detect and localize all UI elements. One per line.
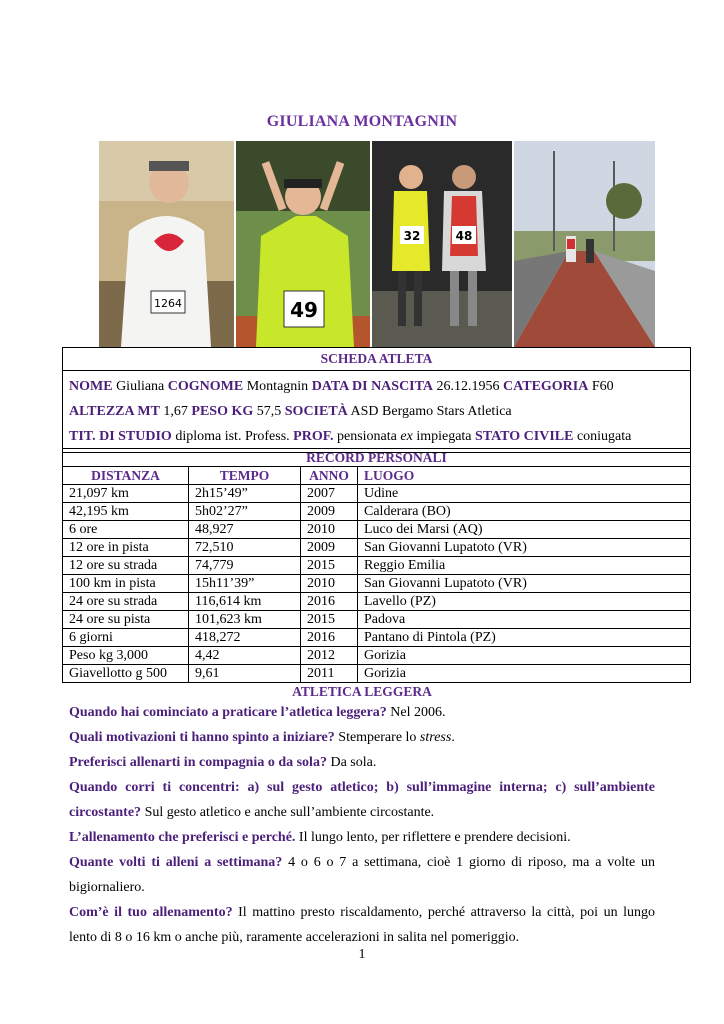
record-anno: 2015 bbox=[301, 611, 358, 629]
record-luogo: Gorizia bbox=[358, 665, 691, 683]
col-luogo: LUOGO bbox=[358, 467, 691, 485]
studio-value: diploma ist. Profess. bbox=[175, 429, 290, 444]
col-anno: ANNO bbox=[301, 467, 358, 485]
record-row bbox=[63, 557, 691, 575]
question: Preferisci allenarti in compagnia o da sola? bbox=[69, 755, 327, 770]
record-luogo: Pantano di Pintola (PZ) bbox=[358, 629, 691, 647]
record-tempo: 101,623 km bbox=[189, 611, 301, 629]
answer-emphasis: stress bbox=[419, 730, 452, 745]
record-distanza: 42,195 km bbox=[63, 503, 189, 521]
record-row bbox=[63, 485, 691, 503]
nascita-value: 26.12.1956 bbox=[436, 379, 500, 394]
record-luogo: Calderara (BO) bbox=[358, 503, 691, 521]
answer: 4 o 6 o 7 a settimana, cioè 1 giorno di riposo, ma a volte un bigiornaliero. bbox=[69, 855, 655, 895]
answer: Nel 2006. bbox=[386, 705, 446, 720]
record-tempo: 15h11’39” bbox=[189, 575, 301, 593]
info-line-3 bbox=[69, 424, 684, 449]
record-tempo: 72,510 bbox=[189, 539, 301, 557]
record-tempo: 48,927 bbox=[189, 521, 301, 539]
nome-label: NOME bbox=[69, 379, 113, 394]
question: Com’è il tuo allenamento? bbox=[69, 905, 233, 920]
record-distanza: 6 giorni bbox=[63, 629, 189, 647]
record-anno: 2009 bbox=[301, 503, 358, 521]
record-luogo: Reggio Emilia bbox=[358, 557, 691, 575]
answer-end: . bbox=[451, 730, 455, 745]
cognome-label: COGNOME bbox=[167, 379, 244, 394]
societa-label: SOCIETÀ bbox=[284, 404, 348, 419]
record-anno: 2011 bbox=[301, 665, 358, 683]
record-row bbox=[63, 539, 691, 557]
record-anno: 2009 bbox=[301, 539, 358, 557]
info-line-2 bbox=[69, 399, 684, 424]
categoria-value: F60 bbox=[591, 379, 614, 394]
altezza-value: 1,67 bbox=[163, 404, 188, 419]
bib-number: 1264 bbox=[154, 297, 182, 310]
record-tempo: 74,779 bbox=[189, 557, 301, 575]
civile-label: STATO CIVILE bbox=[475, 429, 574, 444]
record-luogo: Luco dei Marsi (AQ) bbox=[358, 521, 691, 539]
record-distanza: 100 km in pista bbox=[63, 575, 189, 593]
info-line-1 bbox=[69, 374, 684, 399]
answer: Il lungo lento, per riflettere e prendere decisioni. bbox=[295, 830, 571, 845]
record-anno: 2007 bbox=[301, 485, 358, 503]
qa-item bbox=[69, 900, 655, 950]
civile-value: coniugata bbox=[576, 429, 632, 444]
cognome-value: Montagnin bbox=[246, 379, 309, 394]
record-row bbox=[63, 629, 691, 647]
col-tempo: TEMPO bbox=[189, 467, 301, 485]
qa-item bbox=[69, 750, 655, 775]
question: Quali motivazioni ti hanno spinto a iniziare? bbox=[69, 730, 335, 745]
question: Quando hai cominciato a praticare l’atletica leggera? bbox=[69, 705, 387, 720]
nascita-label: DATA DI NASCITA bbox=[311, 379, 434, 394]
record-row bbox=[63, 575, 691, 593]
bib-number: 49 bbox=[290, 298, 318, 322]
record-tempo: 418,272 bbox=[189, 629, 301, 647]
athlete-card bbox=[62, 347, 691, 453]
prof-value: pensionata bbox=[337, 429, 397, 444]
answer: Stemperare lo bbox=[334, 730, 420, 745]
record-luogo: San Giovanni Lupatoto (VR) bbox=[358, 539, 691, 557]
record-row bbox=[63, 503, 691, 521]
record-distanza: Giavellotto g 500 bbox=[63, 665, 189, 683]
athlete-card-header: SCHEDA ATLETA bbox=[63, 348, 690, 371]
record-anno: 2016 bbox=[301, 593, 358, 611]
record-distanza: 24 ore su strada bbox=[63, 593, 189, 611]
page-title: GIULIANA MONTAGNIN bbox=[266, 113, 458, 130]
record-tempo: 4,42 bbox=[189, 647, 301, 665]
prof-ex: ex bbox=[400, 429, 413, 444]
record-distanza: 24 ore su pista bbox=[63, 611, 189, 629]
qa-item bbox=[69, 700, 655, 725]
record-luogo: Udine bbox=[358, 485, 691, 503]
question: L’allenamento che preferisci e perché. bbox=[69, 830, 296, 845]
bib-number-right: 48 bbox=[455, 229, 473, 243]
photo-athlete-green-tank bbox=[236, 141, 370, 347]
prof-value-2: impiegata bbox=[416, 429, 472, 444]
altezza-label: ALTEZZA MT bbox=[69, 404, 160, 419]
record-row bbox=[63, 665, 691, 683]
record-distanza: 21,097 km bbox=[63, 485, 189, 503]
record-anno: 2010 bbox=[301, 575, 358, 593]
photo-athlete-white-shirt bbox=[99, 141, 234, 347]
record-tempo: 5h02’27” bbox=[189, 503, 301, 521]
societa-value: ASD Bergamo Stars Atletica bbox=[350, 404, 512, 419]
qa-item bbox=[69, 725, 655, 750]
record-distanza: 12 ore in pista bbox=[63, 539, 189, 557]
record-tempo: 9,61 bbox=[189, 665, 301, 683]
record-luogo: San Giovanni Lupatoto (VR) bbox=[358, 575, 691, 593]
col-distanza: DISTANZA bbox=[63, 467, 189, 485]
record-row bbox=[63, 521, 691, 539]
record-row bbox=[63, 647, 691, 665]
answer: Sul gesto atletico e anche sull’ambiente circostante. bbox=[141, 805, 435, 820]
record-row bbox=[63, 593, 691, 611]
record-distanza: Peso kg 3,000 bbox=[63, 647, 189, 665]
answer: Da sola. bbox=[326, 755, 377, 770]
record-distanza: 6 ore bbox=[63, 521, 189, 539]
photo-running-path bbox=[514, 141, 655, 347]
question: Quante volti ti alleni a settimana? bbox=[69, 855, 283, 870]
peso-label: PESO KG bbox=[191, 404, 254, 419]
record-anno: 2012 bbox=[301, 647, 358, 665]
record-row bbox=[63, 611, 691, 629]
photo-strip bbox=[99, 141, 655, 347]
qa-item bbox=[69, 825, 655, 850]
record-luogo: Lavello (PZ) bbox=[358, 593, 691, 611]
categoria-label: CATEGORIA bbox=[503, 379, 589, 394]
section-heading: ATLETICA LEGGERA bbox=[292, 684, 432, 699]
nome-value: Giuliana bbox=[116, 379, 165, 394]
record-luogo: Padova bbox=[358, 611, 691, 629]
qa-section bbox=[69, 700, 655, 950]
record-distanza: 12 ore su strada bbox=[63, 557, 189, 575]
studio-label: TIT. DI STUDIO bbox=[69, 429, 172, 444]
record-anno: 2010 bbox=[301, 521, 358, 539]
qa-item bbox=[69, 850, 655, 900]
prof-label: PROF. bbox=[293, 429, 334, 444]
qa-item bbox=[69, 775, 655, 825]
record-luogo: Gorizia bbox=[358, 647, 691, 665]
record-tempo: 2h15’49” bbox=[189, 485, 301, 503]
records-table bbox=[62, 448, 691, 683]
record-anno: 2015 bbox=[301, 557, 358, 575]
records-header: RECORD PERSONALI bbox=[63, 449, 691, 467]
record-tempo: 116,614 km bbox=[189, 593, 301, 611]
answer: Il mattino presto riscaldamento, perché attraverso la città, poi un lungo lento di 8 o 16 km o anche più, raramente accelerazioni in salita nel pomeriggio. bbox=[69, 905, 656, 945]
question: Quando corri ti concentri: a) sul gesto atletico; b) sull’immagine interna; c) sull’ambiente circostante? bbox=[69, 780, 655, 820]
bib-number-left: 32 bbox=[403, 229, 421, 243]
photo-two-athletes bbox=[372, 141, 512, 347]
page-number: 1 bbox=[358, 947, 366, 962]
record-anno: 2016 bbox=[301, 629, 358, 647]
peso-value: 57,5 bbox=[256, 404, 282, 419]
